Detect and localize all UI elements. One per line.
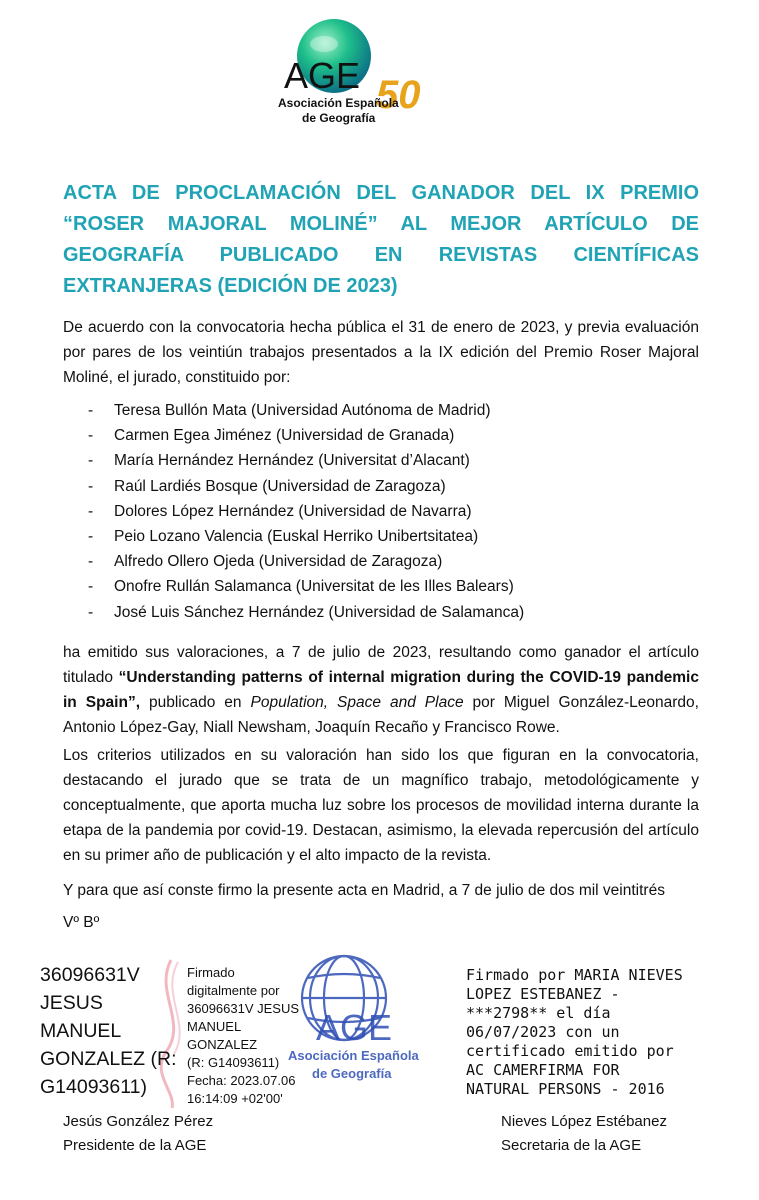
jury-member-text: Teresa Bullón Mata (Universidad Autónoma de Madrid): [114, 402, 491, 419]
list-dash: -: [88, 477, 94, 495]
list-dash: -: [88, 502, 94, 520]
signature-left-name: [40, 961, 190, 1101]
signature-left-meta-line: 16:14:09 +02'00': [187, 1091, 283, 1106]
result-text-before: ha emitido sus valoraciones, a 7 de julio de 2023, resultando como ganador el artículo titulado: [63, 644, 699, 686]
jury-member: [88, 423, 524, 448]
signature-left-name-line: GONZALEZ (R:: [40, 1048, 177, 1070]
list-dash: -: [88, 427, 94, 445]
signature-left-meta-line: Fecha: 2023.07.06: [187, 1073, 296, 1088]
jury-member-text: María Hernández Hernández (Universitat d’Alacant): [114, 452, 470, 470]
jury-member: [88, 398, 524, 423]
stamp-line1: Asociación Española: [288, 1048, 419, 1063]
jury-member-text: Peio Lozano Valencia (Euskal Herriko Unibertsitatea): [114, 528, 479, 546]
article-title: “Understanding patterns of internal migration during the COVID-19 pandemic in Spain”,: [63, 669, 699, 711]
signer-left: [63, 1110, 213, 1158]
list-dash: -: [88, 528, 94, 546]
signature-left-name-line: G14093611): [40, 1076, 147, 1098]
jury-member-text: Alfredo Ollero Ojeda (Universidad de Zaragoza): [114, 553, 443, 571]
signer-right-name: Nieves López Estébanez: [501, 1113, 667, 1130]
jury-member: [88, 600, 524, 625]
logo-line2: de Geografía: [302, 111, 376, 125]
jury-member-text: Raúl Lardiés Bosque (Universidad de Zaragoza): [114, 477, 446, 495]
signer-right: [501, 1110, 667, 1158]
list-dash: -: [88, 402, 94, 419]
stamp-line2: de Geografía: [312, 1066, 392, 1081]
list-dash: -: [88, 603, 94, 621]
jury-member-text: Onofre Rullán Salamanca (Universitat de les Illes Balears): [114, 578, 514, 596]
jury-list: [88, 398, 524, 625]
signer-left-name: Jesús González Pérez: [63, 1113, 214, 1130]
result-text-after: por Miguel González-Leonardo, Antonio López-Gay, Niall Newsham, Joaquín Recaño y Francisco Rowe.: [63, 694, 699, 736]
signature-left-meta-line: Firmado: [187, 965, 235, 980]
list-dash: -: [88, 578, 94, 596]
visto-bueno: Vº Bº: [63, 914, 100, 931]
criteria-paragraph: Los criterios utilizados en su valoración han sido los que figuran en la convocatoria, destacando el jurado que se trata de un magnífico trabajo, metodológicamente y conceptualmente, que aporta mucha luz sobre los procesos de movilidad interna durante la etapa de la pandemia por covid-19. Destacan, asimismo, la elevada repercusión del artículo en su primer año de publicación y el alto impacto de la revista.: [63, 747, 699, 864]
jury-member-text: José Luis Sánchez Hernández (Universidad de Salamanca): [114, 603, 525, 621]
jury-member-text: Carmen Egea Jiménez (Universidad de Granada): [114, 427, 455, 445]
jury-member: [88, 474, 524, 499]
signature-right-text: Firmado por MARIA NIEVES LOPEZ ESTEBANEZ - ***2798** el día 06/07/2023 con un certificado emitido por AC CAMERFIRMA FOR NATURAL PERSONS - 2016: [466, 966, 683, 1098]
signature-left-meta-line: MANUEL GONZALEZ: [187, 1019, 258, 1052]
jury-member: [88, 524, 524, 549]
intro-paragraph: De acuerdo con la convocatoria hecha pública el 31 de enero de 2023, y previa evaluación por pares de los veintiún trabajos presentados a la IX edición del Premio Roser Majoral Moliné, el jurado, constituido por:: [63, 319, 699, 386]
age-stamp: [272, 948, 422, 1093]
result-paragraph: [63, 640, 699, 740]
stamp-acronym: AGE: [316, 1007, 393, 1048]
document-title: ACTA DE PROCLAMACIÓN DEL GANADOR DEL IX PREMIO “ROSER MAJORAL MOLINÉ” AL MEJOR ARTÍCULO DE GEOGRAFÍA PUBLICADO EN REVISTAS CIENTÍFICAS EXTRANJERAS (EDICIÓN DE 2023): [63, 182, 699, 297]
logo-acronym: AGE: [284, 55, 361, 96]
signature-left-name-line: 36096631V: [40, 964, 140, 986]
result-text-middle: publicado en: [140, 694, 251, 711]
jury-member: [88, 549, 524, 574]
signature-left-name-line: JESUS: [40, 992, 103, 1014]
signature-left-meta-line: 36096631V JESUS: [187, 1001, 300, 1016]
logo-line1: Asociación Española: [278, 96, 399, 110]
list-dash: -: [88, 553, 94, 571]
jury-member-text: Dolores López Hernández (Universidad de Navarra): [114, 502, 472, 520]
journal-name: Population, Space and Place: [250, 694, 464, 711]
signer-left-role: Presidente de la AGE: [63, 1137, 207, 1154]
signer-right-role: Secretaria de la AGE: [501, 1137, 642, 1154]
jury-member: [88, 574, 524, 599]
closing-paragraph: Y para que así conste firmo la presente acta en Madrid, a 7 de julio de dos mil veintitrés: [63, 882, 665, 899]
jury-member: [88, 499, 524, 524]
signature-left-meta-line: digitalmente por: [187, 983, 280, 998]
age-logo: [272, 16, 422, 132]
jury-member: [88, 448, 524, 473]
signature-left-meta-line: (R: G14093611): [187, 1055, 280, 1070]
list-dash: -: [88, 452, 94, 470]
signature-left-name-line: MANUEL: [40, 1020, 122, 1042]
logo-anniversary: 50: [376, 73, 421, 117]
